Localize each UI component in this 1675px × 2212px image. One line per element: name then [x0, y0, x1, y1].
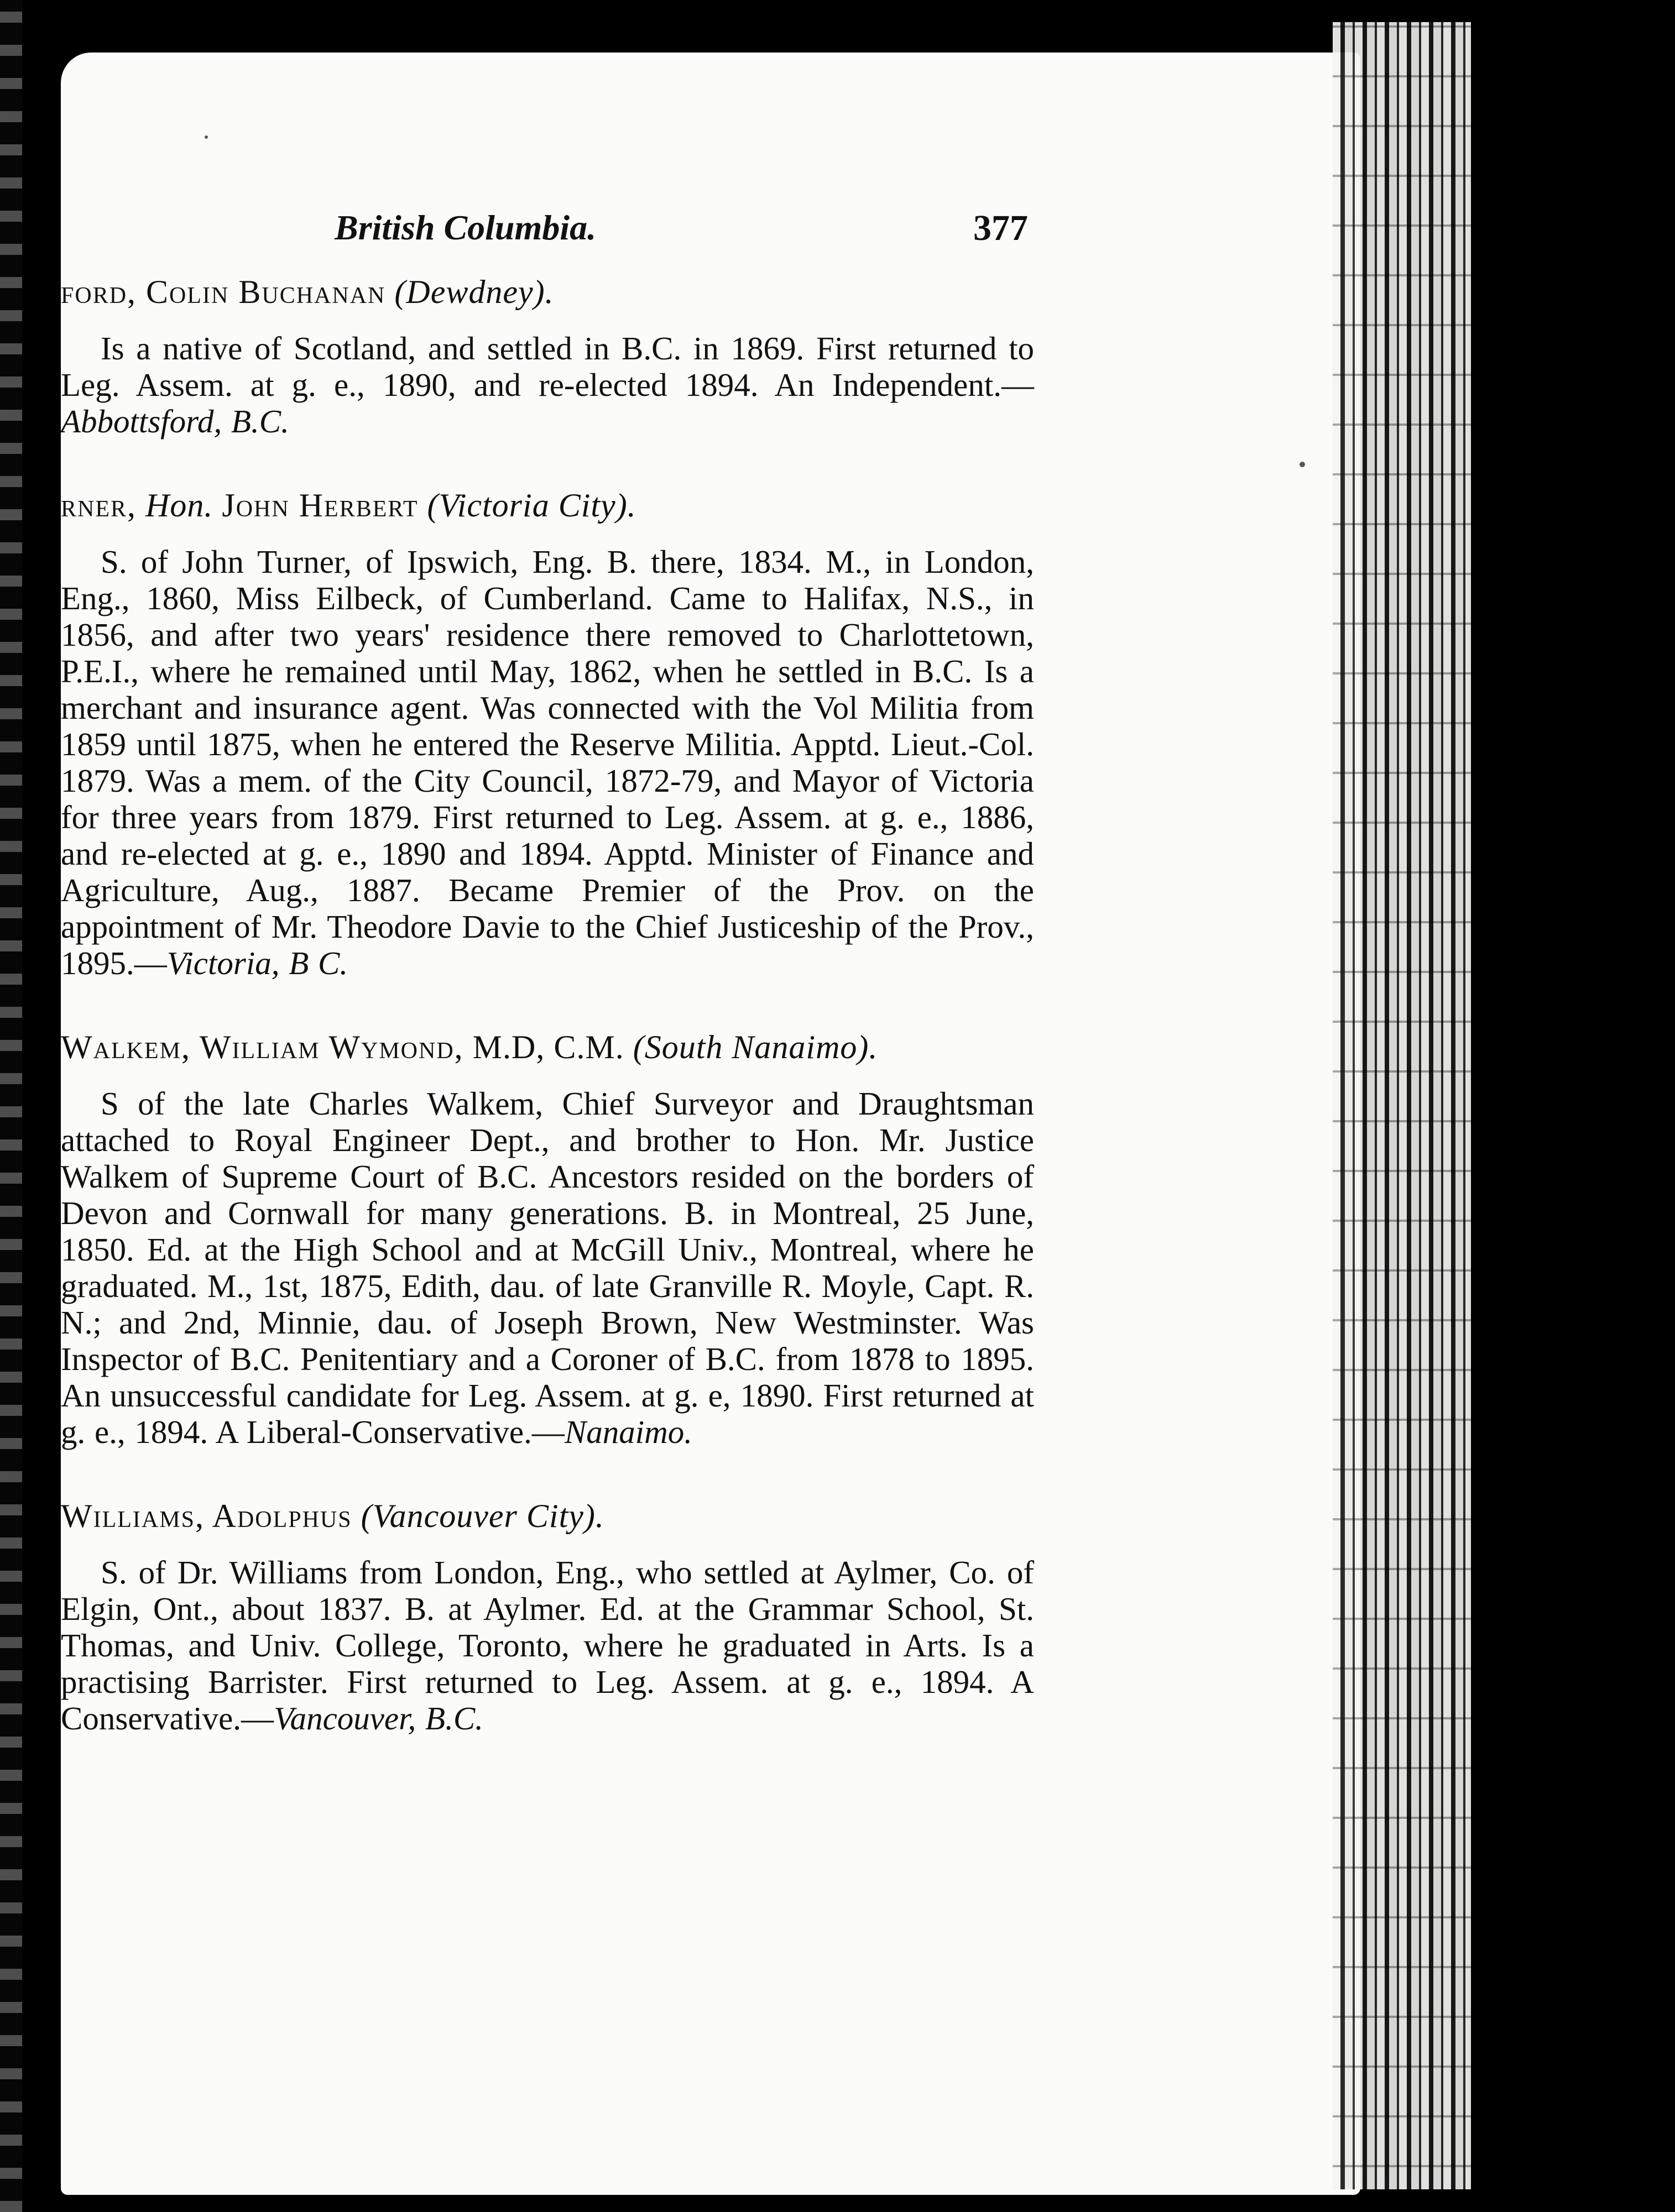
- entry-heading: [61, 1498, 1034, 1534]
- entry-buchanan: [61, 274, 1034, 440]
- entry-degrees: M.D, C.M.: [472, 1029, 624, 1065]
- ink-speck: [1300, 462, 1305, 467]
- entry-walkem: [61, 1029, 1034, 1450]
- entry-name: ford, Colin Buchanan: [61, 274, 386, 310]
- page-number: 377: [973, 208, 1028, 248]
- entry-title: Hon.: [145, 487, 213, 524]
- entry-body: [61, 1085, 1034, 1450]
- entry-text: S. of Dr. Williams from London, Eng., who settled at Aylmer, Co. of Elgin, Ont., about 1837. B. at Aylmer. Ed. at the Grammar School, St. Thomas, and Univ. College, Toronto, where he graduated in Arts. Is a practising Barrister. First returned to Leg. Assem. at g. e., 1894. A Conservative.—: [61, 1554, 1034, 1737]
- entry-text: S. of John Turner, of Ipswich, Eng. B. there, 1834. M., in London, Eng., 1860, Miss Eilbeck, of Cumberland. Came to Halifax, N.S., in 1856, and after two years' residence there removed to Charlottetown, P.E.I., where he remained until May, 1862, when he settled in B.C. Is a merchant and insurance agent. Was connected with the Vol Militia from 1859 until 1875, when he entered the Reserve Militia. Apptd. Lieut.-Col. 1879. Was a mem. of the City Council, 1872-79, and Mayor of Victoria for three years from 1879. First returned to Leg. Assem. at g. e., 1886, and re-elected at g. e., 1890 and 1894. Apptd. Minister of Finance and Agriculture, Aug., 1887. Became Premier of the Prov. on the appointment of Mr. Theodore Davie to the Chief Justiceship of the Prov., 1895.—: [61, 543, 1034, 981]
- entry-signoff: Victoria, B C.: [166, 945, 348, 981]
- entry-text: Is a native of Scotland, and settled in B.C. in 1869. First returned to Leg. Assem. at g. e., 1890, and re-elected 1894. An Independent.—: [61, 330, 1034, 403]
- entry-name: Walkem, William Wymond,: [61, 1029, 464, 1065]
- entry-williams: [61, 1498, 1034, 1737]
- entry-constituency: (Dewdney).: [394, 274, 554, 310]
- entry-name: Williams, Adolphus: [61, 1498, 352, 1534]
- entry-turner: [61, 487, 1034, 981]
- book-page-edges: [1333, 22, 1471, 2189]
- entry-heading: [61, 487, 1034, 524]
- entry-constituency: (Vancouver City).: [361, 1498, 604, 1534]
- book-page: [61, 53, 1360, 2195]
- running-head-title: British Columbia.: [335, 208, 597, 247]
- entry-body: [61, 1554, 1034, 1737]
- entry-text: S of the late Charles Walkem, Chief Surveyor and Draughtsman attached to Royal Engineer Dept., and brother to Hon. Mr. Justice Walkem of Supreme Court of B.C. Ancestors resided on the borders of Devon and Cornwall for many generations. B. in Montreal, 25 June, 1850. Ed. at the High School and at McGill Univ., Montreal, where he graduated. M., 1st, 1875, Edith, dau. of late Granville R. Moyle, Capt. R. N.; and 2nd, Minnie, dau. of Joseph Brown, New Westminster. Was Inspector of B.C. Penitentiary and a Coroner of B.C. from 1878 to 1895. An unsuccessful candidate for Leg. Assem. at g. e, 1890. First returned at g. e., 1894. A Liberal-Conservative.—: [61, 1085, 1034, 1450]
- entries-list: [61, 274, 1034, 1784]
- entry-heading: [61, 274, 1034, 310]
- entry-constituency: (Victoria City).: [427, 487, 636, 524]
- entry-signoff: Abbottsford, B.C.: [61, 403, 289, 440]
- page-gutter-shadow: [0, 0, 22, 2212]
- entry-body: [61, 330, 1034, 440]
- running-head: [61, 207, 1360, 257]
- entry-heading: [61, 1029, 1034, 1065]
- entry-body: [61, 543, 1034, 981]
- ink-speck: [205, 135, 208, 139]
- entry-signoff: Vancouver, B.C.: [274, 1700, 483, 1737]
- entry-signoff: Nanaimo.: [564, 1414, 692, 1450]
- entry-constituency: (South Nanaimo).: [633, 1029, 878, 1065]
- entry-name: rner,: [61, 487, 137, 524]
- entry-name-continued: John Herbert: [222, 487, 419, 524]
